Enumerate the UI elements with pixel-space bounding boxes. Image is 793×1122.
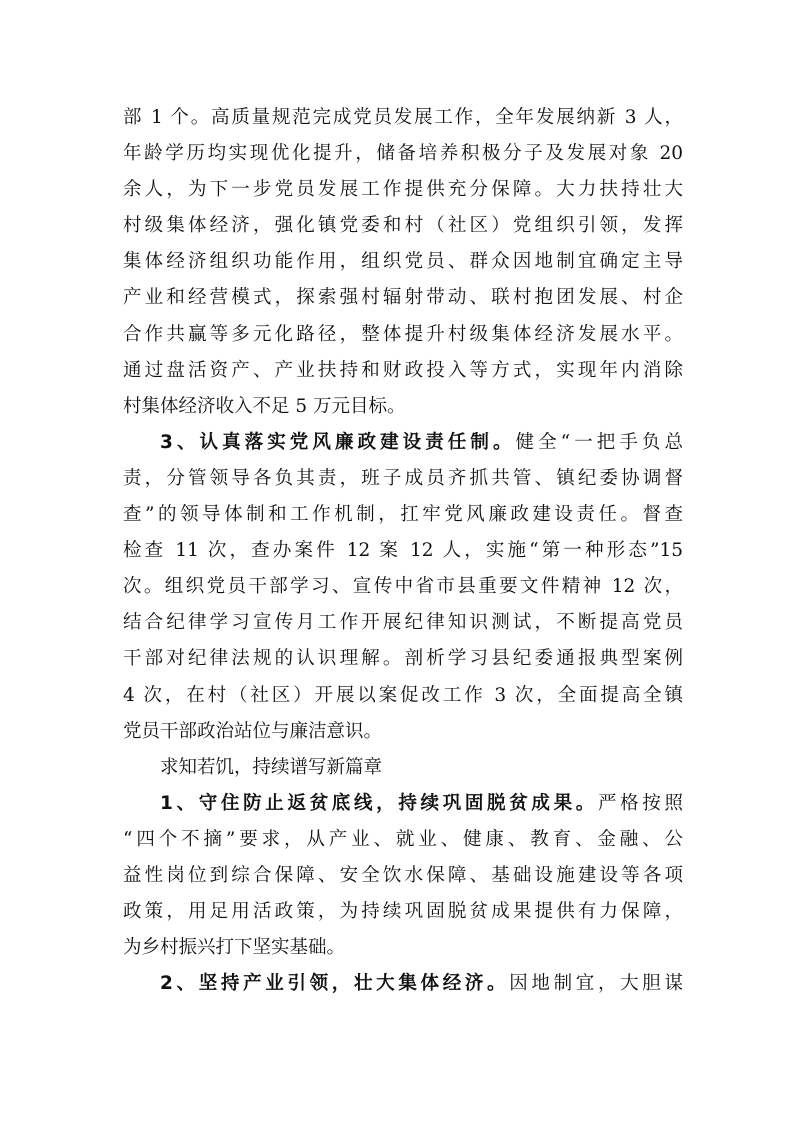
lead-rest: 健全“一把手负总 bbox=[515, 431, 683, 453]
text-line: 结合纪律学习宣传月工作开展纪律知识测试，不断提高党员 bbox=[123, 612, 683, 634]
text-line: 合作共赢等多元化路径，整体提升村级集体经济发展水平。 bbox=[123, 323, 683, 345]
text-line: 4 次，在村（社区）开展以案促改工作 3 次，全面提高全镇 bbox=[123, 684, 683, 706]
text-line: 余人，为下一步党员发展工作提供充分保障。大力扶持壮大 bbox=[123, 179, 683, 201]
paragraph-first-line bbox=[123, 786, 683, 822]
paragraph-first-line bbox=[123, 425, 683, 461]
lead-rest: 因地制宜，大胆谋 bbox=[509, 973, 683, 995]
text-line: 干部对纪律法规的认识理解。剖析学习县纪委通报典型案例 bbox=[123, 648, 683, 670]
text-line: 集体经济组织功能作用，组织党员、群众因地制宜确定主导 bbox=[123, 251, 683, 273]
text-line: 年龄学历均实现优化提升，储备培养积极分子及发展对象 20 bbox=[123, 143, 683, 165]
text-line: 村级集体经济，强化镇党委和村（社区）党组织引领，发挥 bbox=[123, 215, 683, 237]
text-line: “四个不摘”要求，从产业、就业、健康、教育、金融、公 bbox=[123, 828, 683, 850]
bold-lead: 2、坚持产业引领，壮大集体经济。 bbox=[160, 973, 510, 995]
text-line: 党员干部政治站位与廉洁意识。 bbox=[123, 720, 383, 742]
text-line: 村集体经济收入不足 5 万元目标。 bbox=[123, 395, 406, 417]
bold-lead: 1、守住防止返贫底线，持续巩固脱贫成果。 bbox=[160, 792, 598, 814]
text-line: 为乡村振兴打下坚实基础。 bbox=[123, 937, 346, 959]
text-line: 检查 11 次，查办案件 12 案 12 人，实施“第一种形态”15 bbox=[123, 540, 683, 562]
text-line: 责，分管领导各负其责，班子成员齐抓共管、镇纪委协调督 bbox=[123, 467, 683, 489]
text-line: 部 1 个。高质量规范完成党员发展工作，全年发展纳新 3 人， bbox=[123, 107, 683, 128]
text-line: 益性岗位到综合保障、安全饮水保障、基础设施建设等各项 bbox=[123, 864, 683, 886]
section-heading: 求知若饥，持续谱写新篇章 bbox=[160, 756, 383, 778]
document-body bbox=[123, 100, 683, 1002]
text-line: 政策，用足用活政策，为持续巩固脱贫成果提供有力保障， bbox=[123, 901, 683, 923]
text-line: 查”的领导体制和工作机制，扛牢党风廉政建设责任。督查 bbox=[123, 504, 683, 526]
text-line: 通过盘活资产、产业扶持和财政投入等方式，实现年内消除 bbox=[123, 359, 683, 381]
bold-lead: 3、认真落实党风廉政建设责任制。 bbox=[160, 431, 516, 453]
paragraph-first-line bbox=[123, 966, 683, 1002]
text-line: 次。组织党员干部学习、宣传中省市县重要文件精神 12 次， bbox=[123, 576, 683, 598]
lead-rest: 严格按照 bbox=[597, 792, 683, 814]
text-line: 产业和经营模式，探索强村辐射带动、联村抱团发展、村企 bbox=[123, 287, 683, 309]
